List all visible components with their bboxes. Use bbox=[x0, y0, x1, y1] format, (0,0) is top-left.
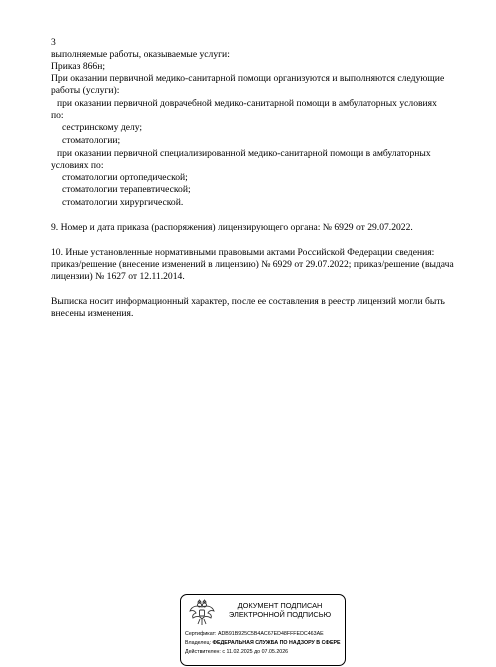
stamp-title-line: ЭЛЕКТРОННОЙ ПОДПИСЬЮ bbox=[228, 610, 332, 619]
certificate-value: ADB91B925C5B4AC67ED48FFFEDC463AE bbox=[217, 631, 324, 637]
note-line: Выписка носит информационный характер, после ее составления в реестр лицензий могли быть bbox=[51, 296, 445, 307]
text-line: стоматологии терапевтической; bbox=[62, 184, 191, 195]
stamp-title-line: ДОКУМЕНТ ПОДПИСАН bbox=[237, 601, 323, 610]
other-info-line: 10. Иные установленные нормативными правовыми актами Российской Федерации сведения: bbox=[51, 247, 435, 258]
text-line: по: bbox=[51, 110, 64, 121]
owner-value: ФЕДЕРАЛЬНАЯ СЛУЖБА ПО НАДЗОРУ В СФЕРЕ bbox=[212, 640, 341, 646]
owner-label: Владелец: bbox=[185, 640, 213, 646]
electronic-signature-stamp bbox=[180, 594, 346, 666]
page-number: 3 bbox=[51, 37, 56, 48]
text-line: при оказании первичной доврачебной медико-санитарной помощи в амбулаторных условиях bbox=[57, 98, 437, 109]
text-line: работы (услуги): bbox=[51, 85, 120, 96]
other-info-line: лицензии) № 1627 от 12.11.2014. bbox=[51, 271, 185, 282]
stamp-validity: Действителен: с 11.02.2025 до 07.05.2026 bbox=[185, 649, 289, 655]
text-line: стоматологии ортопедической; bbox=[62, 172, 188, 183]
text-line: условиях по: bbox=[51, 160, 104, 171]
text-line: при оказании первичной специализированной медико-санитарной помощи в амбулаторных bbox=[57, 148, 431, 159]
text-line: стоматологии хирургической. bbox=[62, 197, 184, 208]
text-line: Приказ 866н; bbox=[51, 61, 106, 72]
stamp-owner bbox=[185, 640, 345, 647]
certificate-label: Сертификат: bbox=[185, 631, 218, 637]
stamp-certificate bbox=[185, 631, 345, 638]
text-line: При оказании первичной медико-санитарной помощи организуются и выполняются следующие bbox=[51, 73, 445, 84]
russian-emblem-icon bbox=[189, 599, 215, 627]
license-order-item: 9. Номер и дата приказа (распоряжения) лицензирующего органа: № 6929 от 29.07.2022. bbox=[51, 222, 413, 233]
text-line: сестринскому делу; bbox=[62, 122, 143, 133]
text-line: стоматологии; bbox=[62, 135, 121, 146]
note-line: внесены изменения. bbox=[51, 308, 134, 319]
other-info-line: приказ/решение (внесение изменений в лицензию) № 6929 от 29.07.2022; приказ/решение (выдача bbox=[51, 259, 454, 270]
text-line: выполняемые работы, оказываемые услуги: bbox=[51, 49, 230, 60]
